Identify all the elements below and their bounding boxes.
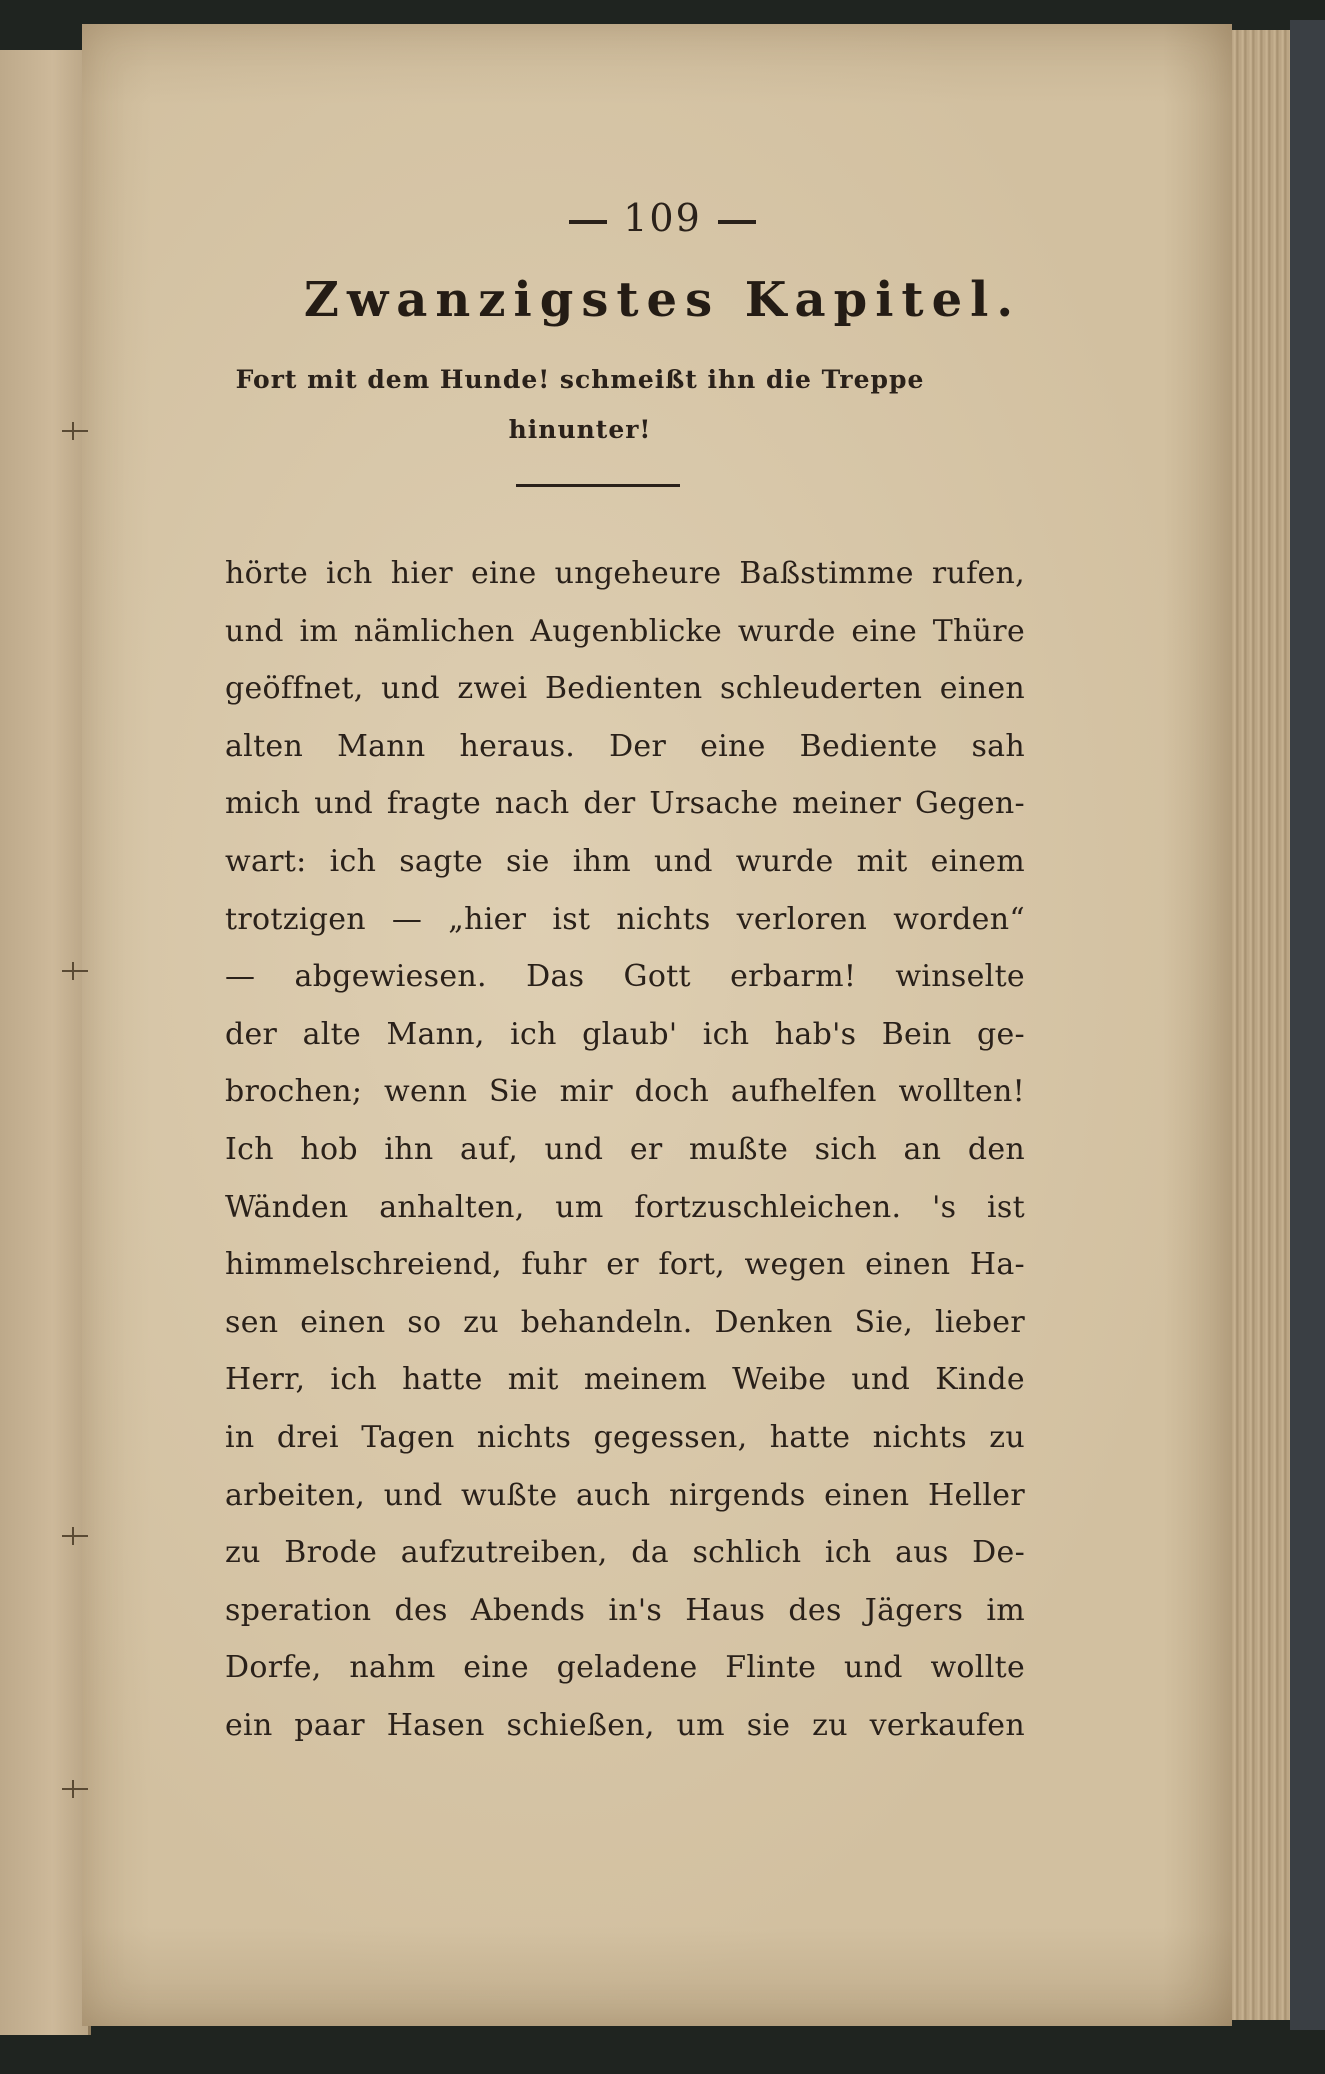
- epigraph-line: Fort mit dem Hunde! schmeißt ihn die Treppe: [235, 365, 925, 394]
- text-line: arbeiten, und wußte auch nirgends einen Heller: [225, 1477, 1025, 1513]
- text-line: hörte ich hier eine ungeheure Baßstimme rufen,: [225, 556, 1025, 591]
- text-line: trotzigen — „hier ist nichts verloren worden“: [225, 901, 1025, 937]
- gutter-mark: [62, 1535, 88, 1537]
- body-text: [225, 545, 1025, 1754]
- folio-dash-left: [569, 220, 607, 224]
- separator-rule: [516, 484, 680, 487]
- folio-dash-right: [718, 220, 756, 224]
- left-page-edge: [0, 50, 91, 2035]
- chapter-title: Zwanzigstes Kapitel.: [303, 272, 1022, 328]
- text-line: Herr, ich hatte mit meinem Weibe und Kinde: [225, 1362, 1025, 1398]
- text-line: zu Brode aufzutreiben, da schlich ich aus De-: [225, 1535, 1025, 1571]
- text-line: geöffnet, und zwei Bedienten schleuderten einen: [225, 671, 1025, 707]
- page-stack-edge: [1232, 30, 1298, 2020]
- epigraph: [180, 355, 980, 455]
- text-line: — abgewiesen. Das Gott erbarm! winselte: [225, 959, 1025, 995]
- text-line: in drei Tagen nichts gegessen, hatte nichts zu: [225, 1419, 1025, 1455]
- text-line: der alte Mann, ich glaub' ich hab's Bein ge-: [225, 1016, 1025, 1052]
- page-number: [0, 196, 1325, 240]
- text-line: Wänden anhalten, um fortzuschleichen. 's ist: [225, 1189, 1025, 1225]
- text-line: ein paar Hasen schießen, um sie zu verkaufen: [225, 1707, 1025, 1743]
- text-line: Dorfe, nahm eine geladene Flinte und wollte: [225, 1650, 1025, 1686]
- text-line: himmelschreiend, fuhr er fort, wegen einen Ha-: [225, 1247, 1025, 1283]
- page-number-value: 109: [623, 196, 702, 240]
- text-line: und im nämlichen Augenblicke wurde eine Thüre: [225, 613, 1025, 649]
- text-line: mich und fragte nach der Ursache meiner Gegen-: [225, 786, 1025, 822]
- text-line: wart: ich sagte sie ihm und wurde mit einem: [225, 843, 1025, 879]
- gutter-mark: [62, 970, 88, 972]
- text-line: speration des Abends in's Haus des Jägers im: [225, 1592, 1025, 1628]
- text-line: brochen; wenn Sie mir doch aufhelfen wollten!: [225, 1074, 1025, 1110]
- text-line: sen einen so zu behandeln. Denken Sie, lieber: [225, 1304, 1025, 1340]
- gutter-mark: [62, 430, 88, 432]
- text-line: Ich hob ihn auf, und er mußte sich an den: [225, 1131, 1025, 1167]
- text-line: alten Mann heraus. Der eine Bediente sah: [225, 728, 1025, 764]
- gutter-mark: [62, 1788, 88, 1790]
- epigraph-line: hinunter!: [508, 415, 652, 444]
